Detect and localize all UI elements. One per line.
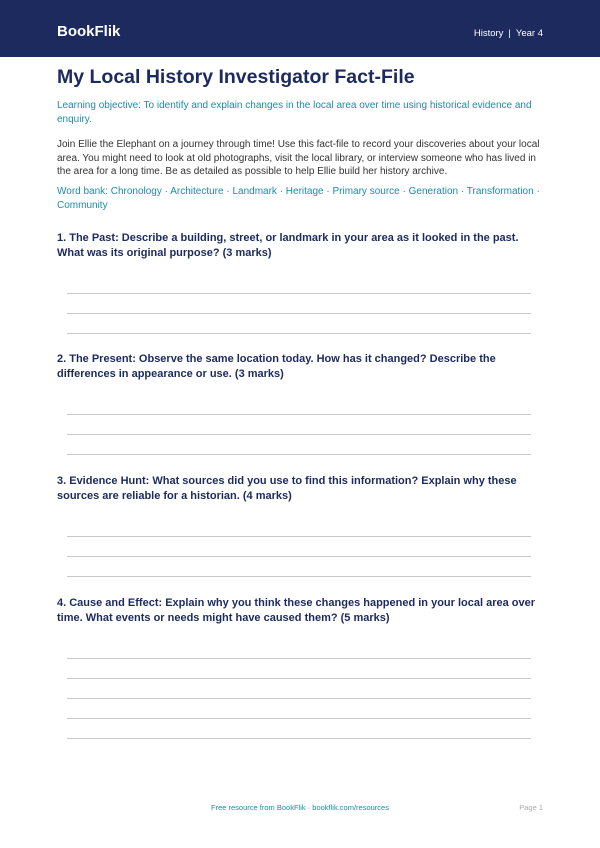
- page-title: My Local History Investigator Fact-File: [57, 66, 415, 88]
- learning-objective: Learning objective: To identify and explain changes in the local area over time using historical evidence and enquiry.: [57, 100, 532, 125]
- question-3: 3. Evidence Hunt: What sources did you use to find this information? Explain why these sources are reliable for a historian. (4 marks): [57, 475, 517, 502]
- answer-line-q2-1[interactable]: [67, 414, 531, 415]
- answer-line-q1-2[interactable]: [67, 313, 531, 314]
- answer-line-q3-1[interactable]: [67, 536, 531, 537]
- answer-line-q4-2[interactable]: [67, 678, 531, 679]
- answer-line-q2-3[interactable]: [67, 454, 531, 455]
- breadcrumb: [474, 28, 543, 40]
- question-4: 4. Cause and Effect: Explain why you think these changes happened in your local area over time. What events or needs might have caused them? (5 marks): [57, 597, 536, 624]
- answer-line-q1-1[interactable]: [67, 293, 531, 294]
- breadcrumb-separator: |: [508, 28, 511, 39]
- footer-link[interactable]: Free resource from BookFlik · bookflik.com/resources: [211, 803, 389, 812]
- breadcrumb-year: Year 4: [515, 28, 543, 39]
- word-bank: Word bank: Chronology · Architecture · Landmark · Heritage · Primary source · Generation · Transformation · Community: [57, 186, 540, 211]
- page-number: Page 1: [519, 803, 543, 812]
- question-2: 2. The Present: Observe the same location today. How has it changed? Describe the differences in appearance or use. (3 marks): [57, 353, 496, 380]
- answer-line-q3-3[interactable]: [67, 576, 531, 577]
- answer-line-q2-2[interactable]: [67, 434, 531, 435]
- brand-logo[interactable]: BookFlik: [57, 23, 121, 40]
- answer-line-q4-5[interactable]: [67, 738, 531, 739]
- answer-line-q4-4[interactable]: [67, 718, 531, 719]
- header-bar: [0, 0, 600, 57]
- intro-paragraph: Join Ellie the Elephant on a journey through time! Use this fact-file to record your discoveries about your local area. You might need to look at old photographs, visit the local library, or interview someone who has lived in the area for a long time. Be as detailed as possible to help Ellie build her history archive.: [57, 139, 540, 177]
- breadcrumb-subject: History: [473, 28, 504, 39]
- answer-line-q3-2[interactable]: [67, 556, 531, 557]
- answer-line-q4-1[interactable]: [67, 658, 531, 659]
- answer-line-q1-3[interactable]: [67, 333, 531, 334]
- question-1: 1. The Past: Describe a building, street, or landmark in your area as it looked in the past. What was its original purpose? (3 marks): [57, 232, 519, 259]
- answer-line-q4-3[interactable]: [67, 698, 531, 699]
